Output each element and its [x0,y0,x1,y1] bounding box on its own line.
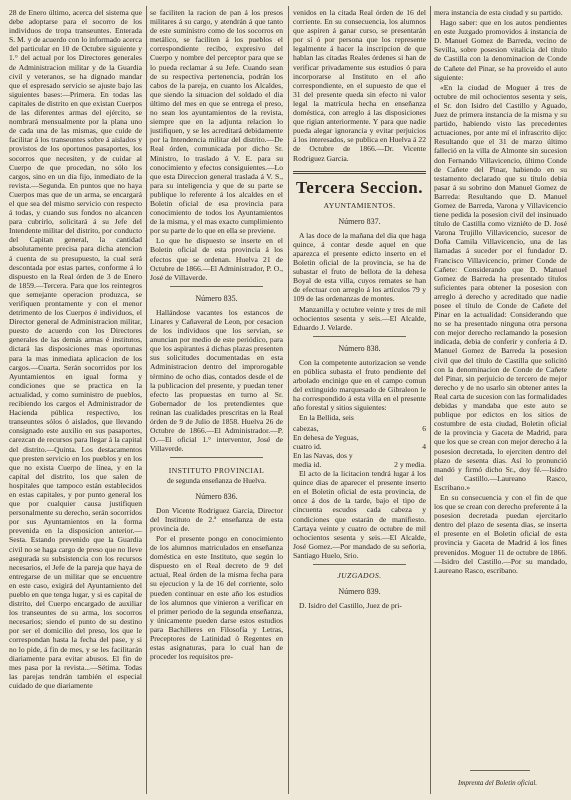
list-intro: En la Bellida, seis [299,413,354,423]
notice-text: El acto de la licitacion tendrá lugar á los quince dias de aparecer el presente inserto en el Boletin oficial de esta provincia, de once á dos de la tarde, bajo el tipo de cincuenta escudos cada cabeza y condiciones que estarán de manifiesto. Cartaya veinte y cuatro de octubre de mil ochocientos sesenta y seis.—El Alcalde, José Gomez.—Por mandado de su señoria, Santiago Huelo, Srio. [293,469,426,560]
notice-text: D. Isidro del Castillo, Juez de pri- [299,601,402,611]
list-row: media id. 2 y media. [293,459,426,469]
notice-number: Número 838. [338,343,381,353]
separator [170,457,263,458]
list-row: cabezas, 6 [293,423,426,433]
notice-text: Manzanilla y octubre veinte y tres de mil ochocientos sesenta y seis.—El Alcalde, Eduardo J. Velarde. [293,304,426,332]
list-row: En dehesa de Yeguas, [293,432,359,442]
notice-text: A las doce de la mañana del dia que haga quince, á contar desde aquel en que aparezca el presente edicto inserto en el Boletin oficial de la provincia, se ha de subastar el fruto de bellota de la dehesa Boyal de esta villa, cuyos remates se han de efectuar con arreglo á los artículos 79 y 109 de las ordenanzas de montes. [293,230,426,304]
printer-imprint: Imprenta del Boletin oficial. [458,779,538,787]
section-subheading: AYUNTAMIENTOS. [323,200,396,210]
separator [313,336,406,337]
separator [470,770,530,771]
notice-text: En su consecuencia y con el fin de que los que se crean con derecho preferente á la posesion decretada puedan ejercitarlo dentro del plazo de sesenta dias, se inserta el presente en el Boletin oficial de esta provincia y Gaceta de Madrid á los fines prevenidos. Moguer 11 de octubre de 1866.—Isidro del Castillo.—Por su mandado, Laureano Rasco, escribano. [434,492,567,575]
list-row: En las Navas, dos y [293,450,353,460]
separator [313,564,406,565]
notice-text: Hago saber: que en los autos pendientes en este Juzgado promovidos á instancia de D. Manuel Gomez de Barreda, vecino de Sevilla, sobre posesion vitalicia del título de Castilla con la denominacion de Conde de Cañete del Pinar, se ha proveido el auto siguiente: [434,18,567,82]
list-row: cuatro id. 4 [293,441,426,451]
section-subheading: JUZGADOS. [337,570,382,580]
notice-text: Por el presente pongo en conocimiento de los alumnos matriculados en enseñanza doméstica en este Instituto, que según lo dispuesto en el Real decreto de 9 del actual, Real órden de la misma fecha para su ejecucion y la de 16 del corriente, solo pueden continuar en este año los estudios de los alumnos que vinieron a verificar en el primer periodo de la segunda enseñanza, y únicamente pueden darse estos estudios para Bachilleres en Filosofía y Letras, Preceptores de Latinidad ó Regentes en estas asignaturas, para lo cual han de proceder los requisitos pre- [150,533,283,662]
article-text: 28 de Enero último, acerca del sistema que debe adoptarse para el socorro de los individuos de tropa transeuntes. Enterada S. M. y de acuerdo con lo informado acerca del particular en 10 de Octubre siguiente y 1.° del actual por los Directores generales de Administracion militar y de la Guardia civil y veteranos, se ha dignado mandar que el espresado servicio se ajuste bajo las siguientes bases:—Primera. En todas las capitales de distrito en que existan Cuerpos de las diferentes armas del ejército, se nombrará mensualmente por la plana uno de cada una de las mismas, que cuide de facilitar á los transeuntes sobre á aislados y provistos de los oportunos pasaportes, los socorros que necesiten, y de cuidar al Cuerpo de que procedan, no sólo los cargos, sino en un dia fijo, inmediato de la revista.—Segunda. En puntos que no haya Cuerpos mas que de un arma, se encargará el que sea del mismo servicio con respecto á todas, y cuando sus fondos no alcancen para cubrirlo, solicitará á su Jefe del Intendente militar del distrito, por conducto del Capitan general, la cantidad absolutamente precisa para dicha atencion á cuenta de su presupuesto, la cual será descontada por estas partes, conforme á lo dispuesto en la Real órden de 3 de Enero de 1859.—Tercera. Para que los reintegros que semejante operacion produzca, se verifiquen prontamente y con el menor detrimento de los Cuerpos é individuos, el Director general de Administracion militar, puesto de acuerdo con los Directores generales de las demás armas é institutos, dictará las disposiciones mas oportunas para la mas inmediata aplicacion de los cargos.—Cuarta. Serán socorridos por los Ayuntamientos en igual forma y condiciones que se practica en la actualidad, y como suministro de pueblos, recibiendo los cargos el Administrador de Hacienda pública respectivo, los transeuntes sólos ó aislados, que llevando consignado este auxilio en sus pasaportes, carezcan de recursos para llegar á la capital del distrito.—Quinta. Los destacamentos que presten servicio en los pueblos y en los que no exista Cuerpo de línea, y en la capital del distrito, los que salen de hospitales que tampoco están establecidos en estas capitales, y por punto general los que por cualquier causa justifiquen personalmente su derecho, serán socorridos por sus Ayuntamientos en la forma prevenida en la disposicion anterior.—Sesta. Estando prevenido que la Guardia civil no se haga cargo de preso que no lleve asegurada su subsistencia con los recursos necesarios, el Jefe de la pareja que haya de entregarse de un militar que se encuentre en este caso, exigirá del Ayuntamiento del pueblo en que tenga lugar, y si es capital de distrito, del Cuerpo encargado de auxiliar los transeuntes de su arma, los socorros necesarios; siendo el punto de su destino por ser el domicilio del preso, los que le correspondan hasta la fecha del pase, y si no lo pide, á fin de mes, y se les facilitarán diariamente para evitar abusos. El fin de mes pasa por la revista...—Sétima. Todas las parejas tendrán también el especial cuidado de que diariamente [9,8,142,690]
notice-text: Hallándose vacantes los estancos de Linares y Cañaveral de Leon, por cesacion de los individuos que los servian, se anuncian por medio de este periódico, para que los aspirantes á dichas plazas presenten sus solicitudes documentadas en esta Administracion dentro del improrogable término de ocho dias, contados desde el de la publicacion del presente, y puedan tener efecto las propuestas en turno al Sr. Gobernador de los pretendientes que reúnan las cualidades prescritas en la Real órden de 9 de Julio de 1858. Huelva 26 de Octubre de 1866.—El Administrador.—P. O.—El oficial 1.° interventor, José de Villaverde. [150,307,283,454]
article-text: Lo que he dispuesto se inserte en el Boletin oficial de esta provincia á los efectos que se ordenan. Huelva 21 de Octubre de 1866.—El Administrador, P. O., José de Villaverde. [150,236,283,282]
notice-number: Número 835. [195,293,238,303]
column-1 [9,8,142,792]
notice-text: mera instancia de esta ciudad y su partido. [434,8,563,17]
notice-text: venidos en la citada Real órden de 16 del corriente. En su consecuencia, los alumnos que aspiren á ganar curso, se presentarán por sí ó por persona que los represente legalmente á hacer la inscripcion de que hablan las citadas Reales órdenes si han de verificar privadamente sus estudios ó para incorporarse al Instituto en el año correspondiente, en el supuesto de que el 31 del presente queda sin efecto ni valor legal la matrícula hecha en enseñanza doméstica, con arreglo á las disposiciones que rigian anteriormente. Y para que nadie pueda alegar ignorancia y evitar perjuicios á los interesados, se publica en Huelva á 22 de Octubre de 1866.—Dr. Vicente Rodriguez Garcia. [293,8,426,163]
section-rule [293,171,426,174]
column-divider [288,6,289,794]
notice-number: Número 837. [338,216,381,226]
notice-text: Con la competente autorizacion se vende en pública subasta el fruto pendiente del arbolado encinigo que en el campo comun del extinguido marquesado de Gibraleon le ha correspondido á esta villa en el presente año forestal y sitios siguientes: [293,357,426,413]
notice-number: Número 839. [338,587,381,597]
institute-heading: INSTITUTO PROVINCIAL [168,466,265,476]
institute-subheading: de segunda enseñanza de Huelva. [166,475,267,485]
column-3 [293,8,426,792]
column-divider [146,6,147,794]
notice-number: Número 836. [195,491,238,501]
notice-text: Don Vicente Rodriguez Garcia, Director del Instituto de 2.ª enseñanza de esta provincia de. [150,505,283,533]
notice-text: «En la ciudad de Moguer á tres de octubre de mil ochocientos sesenta y seis, el Sr. don Isidro del Castillo y Aguado, Juez de primera instancia de la misma y su partido, habiendo visto las precedentes actuaciones, por ante mí el infrascrito dijo: Resultando que el 31 de marzo último falleció en la villa de Almonte sin sucesion don Fernando Villavicencio, último Conde de Cañete del Pinar, habiendo en su testamento declarado que su título debia pasar á su sobrino don Manuel Gomez de Barreda: Resultando que D. Manuel Gomez de Barreda, Varona y Villavicencio tiene pedida la posesion civil del insinuado título de Castilla como vizniéto de D. José Varona Trujillo Villavicencio, sucesor de Doña Camila Villavicencio, una de las llamadas á suceder por el fundador D. Francisco Villavicencio, primer Conde de Cañete: Considerando que D. Manuel Gomez de Barreda ha presentado títulos suficientes para obtener la posesion con arreglo á derecho y acreditado que nadie posee el título de Conde de Cañete del Pinar en la actualidad: Considerando que no se ha presentado ninguna otra persona con mejor derecho reclamando la posesion indicada, debia de conferir y conferia á D. Manuel Gomez de Barreda la posesion civil que del título de Castilla que solicitó con la denominacion de Conde de Cañete del Pinar, sin perjuicio de tercero de mejor derecho y de no usarlo sin obtener antes la Real carta de sucesion con las formalidades debidas y mandaba que este auto se publique por edictos en los sitios de costumbre de esta ciudad, Boletin oficial de la provincia y Gaceta de Madrid, para que los que se crean con mejor derecho á la posesion decretada, lo ejerciten dentro del plazo de sesenta dias. Así lo pronunció mandó y firmó dicho Sr., doy fé.—Isidro del Castillo.—Laureano Rasco, Escribano.» [434,82,567,492]
article-text: se faciliten la racion de pan á los presos militares á su cargo, y atendrán á que tanto de este suministro como de los socorros en metálico, se faciliten á los pueblos el correspondiente recibo, expresivo del Cuerpo y nombre del perceptor para que se lo pueda reclamar á su Jefe. Cuando sean de su respectiva pertenencia, podrán los cabos de la pareja, en cuanto los Alcaldes, que siendo la situacion del soldado el dia último del mes en que se entrega el preso, no sean los ayuntamientos de la revista, siempre que en la adjunta relacion lo justifiquen, y se les acreditará debidamente por la Intendencia militar del distrito.—De Real órden, comunicada por dicho Sr. Ministro, lo traslado á V. E. para su conocimiento y efectos consiguientes.—Lo que esta Direccion general traslada á V. S., para su inteligencia y que de su parte se publique lo referente á los alcaldes en el Boletin oficial de esa provincia para conocimiento de todos los Ayuntamientos de la misma, y el mas exacto cumplimiento por su parte de lo que en ella se previene. [150,8,283,236]
column-4 [434,8,567,792]
separator [170,286,263,287]
column-2 [150,8,283,792]
column-divider [430,6,431,794]
section-title: Tercera Seccion. [296,177,423,197]
